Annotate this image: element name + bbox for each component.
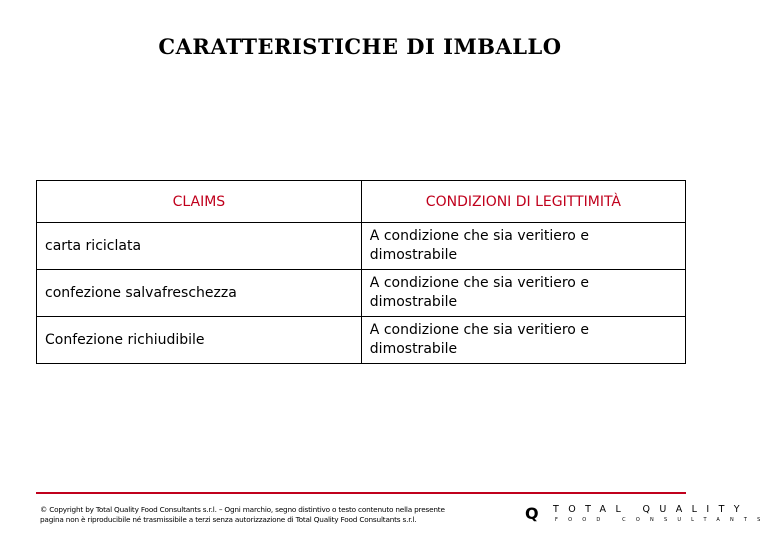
copyright-notice	[40, 505, 510, 525]
table-row	[37, 317, 686, 364]
copyright-line: pagina non è riproducibile né trasmissibile a terzi senza autorizzazione di Total Quality Food Consultants s.r.l.	[40, 515, 417, 524]
column-header-conditions: CONDIZIONI DI LEGITTIMITÀ	[361, 181, 685, 223]
claims-table	[36, 180, 686, 364]
claim-cell: Confezione richiudibile	[37, 317, 362, 364]
claim-cell: carta riciclata	[37, 223, 362, 270]
table-row	[37, 270, 686, 317]
condition-cell: A condizione che sia veritiero e dimostrabile	[361, 270, 685, 317]
logo-subtitle: FOOD CONSULTANTS	[555, 517, 771, 523]
copyright-line: © Copyright by Total Quality Food Consultants s.r.l. – Ogni marchio, segno distintivo o testo contenuto nella presente	[40, 505, 445, 514]
claim-cell: confezione salvafreschezza	[37, 270, 362, 317]
page-title: CARATTERISTICHE DI IMBALLO	[158, 34, 562, 59]
footer-divider	[36, 492, 686, 494]
table-header-row	[37, 181, 686, 223]
column-header-claims: CLAIMS	[37, 181, 362, 223]
logo-q-icon: Q	[525, 504, 539, 523]
condition-cell: A condizione che sia veritiero e dimostrabile	[361, 317, 685, 364]
company-logo	[525, 504, 771, 528]
condition-cell: A condizione che sia veritiero e dimostrabile	[361, 223, 685, 270]
table-row	[37, 223, 686, 270]
logo-name: TOTAL QUALITY	[553, 504, 749, 515]
